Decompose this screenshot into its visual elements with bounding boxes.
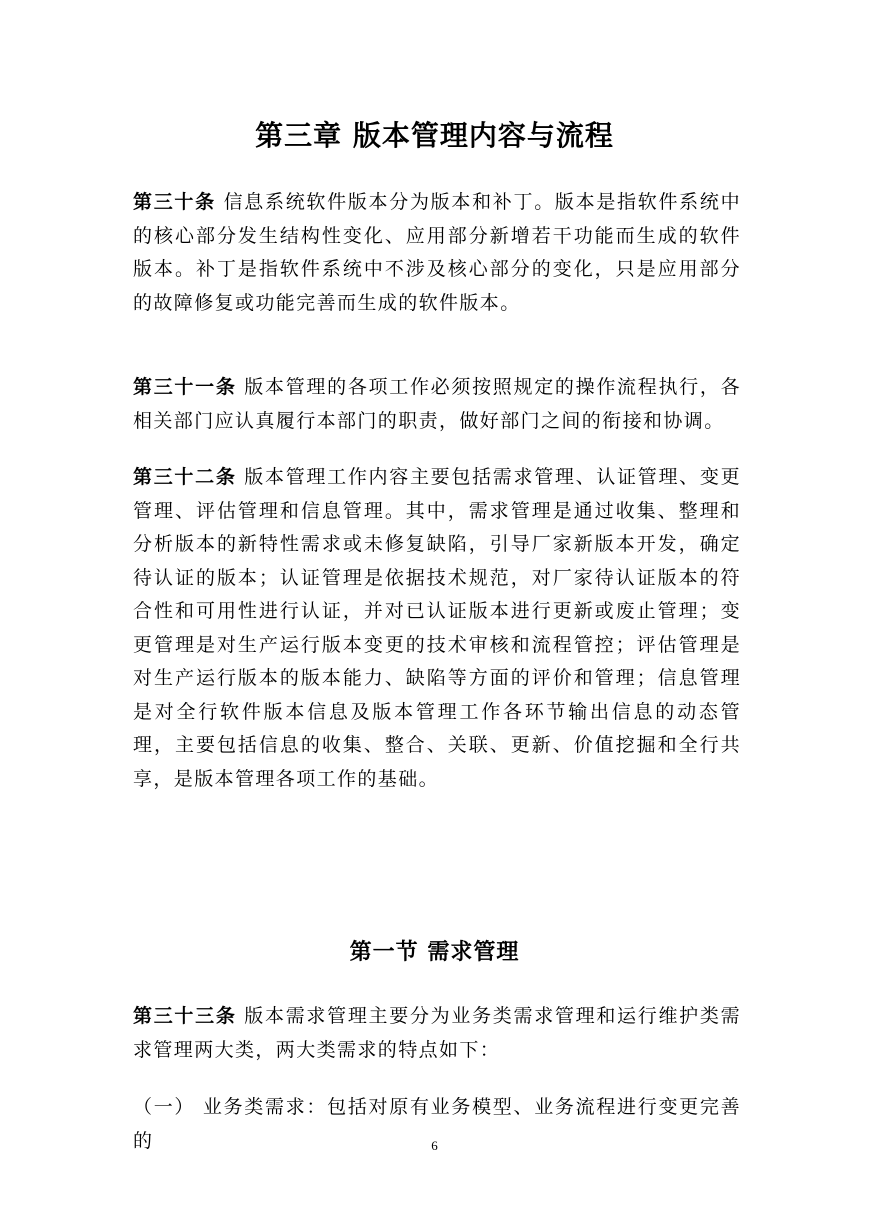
article-label: 第三十三条 — [133, 1005, 237, 1027]
article-32 — [133, 461, 741, 796]
article-text: 版本管理工作内容主要包括需求管理、认证管理、变更管理、评估管理和信息管理。其中，需求管理是通过收集、整理和分析版本的新特性需求或未修复缺陷，引导厂家新版本开发，确定待认证的版本；认证管理是依据技术规范，对厂家待认证版本的符合性和可用性进行认证，并对已认证版本进行更新或废止管理；变更管理是对生产运行版本变更的技术审核和流程管控；评估管理是对生产运行版本的版本能力、缺陷等方面的评价和管理；信息管理是对全行软件版本信息及版本管理工作各环节输出信息的动态管理，主要包括信息的收集、整合、关联、更新、价值挖掘和全行共享，是版本管理各项工作的基础。 — [133, 466, 741, 790]
article-label: 第三十二条 — [133, 466, 237, 488]
article-text: 版本管理的各项工作必须按照规定的操作流程执行，各相关部门应认真履行本部门的职责，做好部门之间的衔接和协调。 — [133, 376, 741, 432]
article-31 — [133, 371, 741, 438]
article-33 — [133, 1000, 741, 1067]
article-30 — [133, 186, 741, 320]
article-label: 第三十条 — [133, 191, 216, 213]
chapter-title: 第三章 版本管理内容与流程 — [255, 119, 614, 152]
section-title: 第一节 需求管理 — [349, 939, 520, 965]
article-text: 版本需求管理主要分为业务类需求管理和运行维护类需求管理两大类，两大类需求的特点如下： — [133, 1005, 741, 1061]
list-item: （一） 业务类需求：包括对原有业务模型、业务流程进行变更完善的 — [133, 1096, 741, 1152]
article-text: 信息系统软件版本分为版本和补丁。版本是指软件系统中的核心部分发生结构性变化、应用部分新增若干功能而生成的软件版本。补丁是指软件系统中不涉及核心部分的变化，只是应用部分的故障修复或功能完善而生成的软件版本。 — [133, 191, 741, 314]
article-label: 第三十一条 — [133, 376, 237, 398]
page-number: 6 — [431, 1138, 438, 1153]
